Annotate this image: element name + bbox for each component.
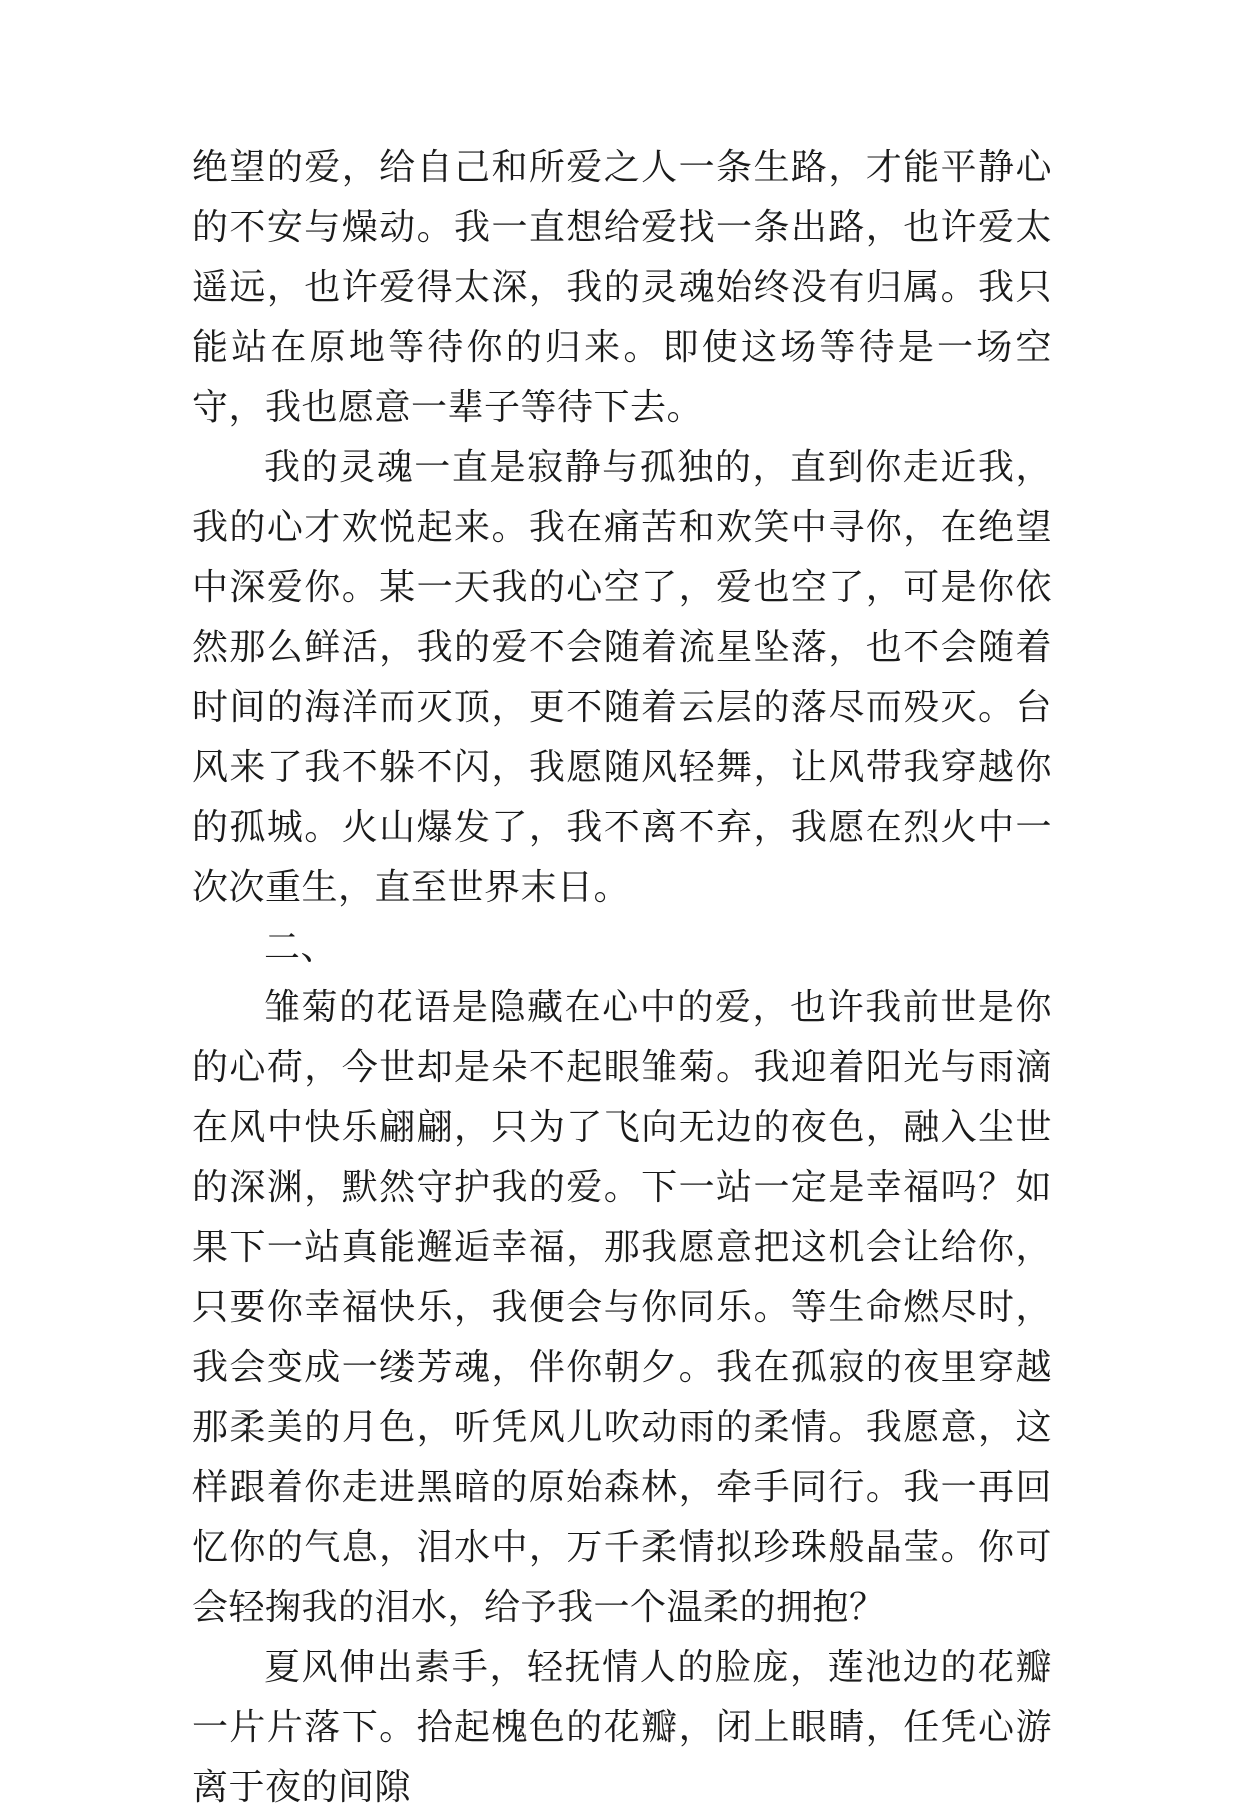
paragraph: 雏菊的花语是隐藏在心中的爱，也许我前世是你的心荷，今世却是朵不起眼雏菊。我迎着阳光与雨滴在风中快乐翩翩，只为了飞向无边的夜色，融入尘世的深渊，默然守护我的爱。下一站一定是幸福吗？如果下一站真能邂逅幸福，那我愿意把这机会让给你，只要你幸福快乐，我便会与你同乐。等生命燃尽时，我会变成一缕芳魂，伴你朝夕。我在孤寂的夜里穿越那柔美的月色，听凭风儿吹动雨的柔情。我愿意，这样跟着你走进黑暗的原始森林，牵手同行。我一再回忆你的气息，泪水中，万千柔情拟珍珠般晶莹。你可会轻掬我的泪水，给予我一个温柔的拥抱？: [192, 987, 1052, 1628]
paragraph: 夏风伸出素手，轻抚情人的脸庞，莲池边的花瓣一片片落下。拾起槐色的花瓣，闭上眼睛，任凭心游离于夜的间隙: [192, 1647, 1052, 1808]
paragraph-continued: 绝望的爱，给自己和所爱之人一条生路，才能平静心的不安与燥动。我一直想给爱找一条出路，也许爱太遥远，也许爱得太深，我的灵魂始终没有归属。我只能站在原地等待你的归来。即使这场等待是一场空守，我也愿意一辈子等待下去。: [192, 147, 1052, 428]
document-body: [192, 138, 1052, 1818]
paragraph: 我的灵魂一直是寂静与孤独的，直到你走近我，我的心才欢悦起来。我在痛苦和欢笑中寻你，在绝望中深爱你。某一天我的心空了，爱也空了，可是你依然那么鲜活，我的爱不会随着流星坠落，也不会随着时间的海洋而灭顶，更不随着云层的落尽而殁灭。台风来了我不躲不闪，我愿随风轻舞，让风带我穿越你的孤城。火山爆发了，我不离不弃，我愿在烈火中一次次重生，直至世界末日。: [192, 447, 1052, 908]
section-heading: 二、: [264, 927, 338, 968]
